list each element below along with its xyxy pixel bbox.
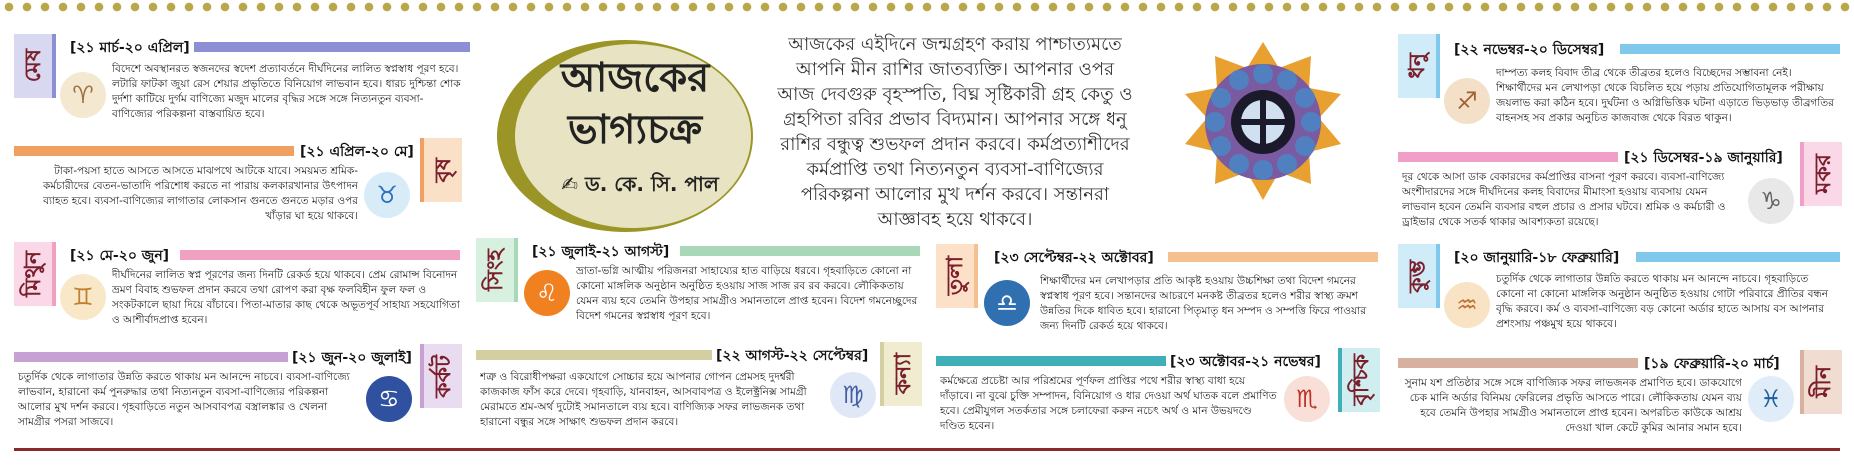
sign-date: [২১ এপ্রিল-২০ মে] [296, 140, 418, 164]
sign-name: তুলা [942, 256, 968, 296]
libra-icon: ♎ [984, 280, 1030, 326]
sign-tab-tula [936, 244, 978, 308]
sign-name: মিথুন [20, 251, 46, 297]
sign-text: দূর থেকে আসা ডাক বেকারদের কর্মপ্রাপ্তির বাসনা পূরণ করবে। ব্যবসা-বাণিজ্যে অংশীদারদের সঙ্গে দীর্ঘদিনের কলহ বিবাদের মীমাংসা হওয়ায় ব্যবসায় যেমন লাভবান হবেন তেমনি ব্যবসার বহুল প্রচার ও প্রসার ঘটবে। শ্রমিক ও কর্মচারী ও ড্রাইভার থেকে সতর্ক থাকার আবশ্যকতা রয়েছে। [1402, 171, 1726, 228]
sign-date: [২০ জানুয়ারি-১৮ ফেব্রুয়ারি] [1450, 246, 1623, 270]
color-bar [1620, 44, 1840, 54]
color-bar [180, 250, 460, 260]
sign-name: বৃশ্চিক [1348, 354, 1374, 406]
sign-text: সুনাম যশ প্রতিষ্ঠার সঙ্গে সঙ্গে বাণিজ্যিক সফর লাভজনক প্রমাণিত হবে। ডাকযোগে চেক মানি অর্ডার বিনিময় ফেরিলের প্রভৃতি আসতে পারে। লৌকিকতায় যেমন ব্যয় হবে তেমনি উপহার সামগ্রীও সমানতালে প্রাপ্ত হবেন। অপরচিত কাউকে আশ্রয় দেওয়া খাল কেটে কুমির আনার সমান হবে। [1404, 377, 1742, 434]
sign-tab-karkat [420, 344, 462, 408]
pisces-icon: ♓ [1748, 376, 1794, 422]
virgo-icon: ♍ [830, 372, 876, 418]
sign-tab-dhanu [1398, 34, 1440, 98]
title-emblem [485, 38, 753, 234]
sign-name: মকর [1810, 154, 1836, 194]
sign-text: বিদেশে অবস্থানরত স্বজনদের স্বদেশ প্রত্যাবর্তনে দীর্ঘদিনের লালিত স্বপ্নস্বাধ পূরণ হবে। লটারি ফাটকা জুয়া রেস শেয়ার প্রভৃতিতে বিনিয়োগ লাভবান হবে। ধারচ দুশ্চিন্তা শোক দুর্দশা কাটিয়ে দুর্গম বাণিজ্যে মজুদ মালের বৃদ্ধির সঙ্গে সঙ্গে নিত্যনতুন ব্যবসা-বাণিজ্যের পরিকল্পনা বাস্তবায়িত হবে। [112, 63, 461, 120]
pen-icon: ✍ [561, 172, 579, 196]
sign-tab-brishchik [1338, 348, 1380, 412]
sign-text: শত্রু ও বিরোধীপক্ষরা একযোগে সোচ্চার হয়ে আপনার গোপন প্রেমসহ দুদর্শ্বরী কাজকাজ ফাঁস করে দেবে। গৃহবাড়ি, যানবাহন, আসবাবপত্র ও ইলেক্ট্রনিক্স সামগ্রী মেরামতে শ্রম-অর্থ দুটোই সমানতালে ব্যয় হবে। বাণিজ্যিক সফর লাভজনক তথা হারানো বন্ধুর সঙ্গে সাক্ষাৎ শুভফল প্রদান করবে। [480, 371, 807, 428]
intro-paragraph: আজকের এইদিনে জন্মগ্রহণ করায় পাশ্চাত্যমতে আপনি মীন রাশির জাতব্যক্তি। আপনার ওপর আজ দেবগুরু বৃহস্পতি, বিঘ্ন সৃষ্টিকারী গ্রহ কেতু ও গ্রহপিতা রবির প্রভাব বিদ্যমান। আপনার সঙ্গে ধনু রাশির বন্ধুত্ব শুভফল প্রদান করবে। কর্মপ্রত্যাশীদের কর্মপ্রাপ্তি তথা নিত্যনতুন ব্যবসা-বাণিজ্যের পরিকল্পনা আলোর মুখ দর্শন করবে। সন্তানরা আজ্ঞাবহ হয়ে থাকবে। [777, 34, 1133, 230]
sign-tab-mithun [14, 242, 56, 306]
color-bar [476, 350, 716, 360]
sign-tab-mesh [14, 34, 56, 98]
sign-tab-brisha [420, 138, 462, 202]
color-bar [14, 352, 294, 362]
sign-name: কুম্ভ [1404, 259, 1430, 293]
aquarius-icon: ♒ [1444, 282, 1490, 328]
aries-icon: ♈ [60, 72, 106, 118]
sign-date: [২৩ সেপ্টেম্বর-২২ অক্টোবর] [990, 246, 1158, 270]
sign-tab-makar [1800, 142, 1842, 206]
color-bar [1168, 252, 1378, 262]
sign-tab-meen [1800, 350, 1842, 414]
sign-name: মীন [1810, 366, 1836, 398]
title-line1: আজকের [560, 54, 710, 101]
color-bar [190, 42, 470, 52]
capricorn-icon: ♑ [1748, 178, 1794, 224]
bottom-divider [14, 448, 1840, 451]
sign-date: [১৯ ফেব্রুয়ারি-২০ মার্চ] [1640, 352, 1784, 376]
sign-date: [২১ মার্চ-২০ এপ্রিল] [66, 36, 194, 60]
color-bar [936, 356, 1166, 366]
sign-date: [২১ জুলাই-২১ আগস্ট] [528, 240, 673, 264]
sign-text: চতুর্দিক থেকে লাগাতার উন্নতি করতে থাকায় মন আনন্দে নাচবে। গৃহবাড়িতে কোনো না কোনো মাঙ্গলিক অনুষ্ঠান অনুষ্ঠিত হওয়ায় গোটা পরিবারে প্রীতির বন্ধন বৃদ্ধি করবে। কর্ম ও ব্যবসা-বাণিজ্যে বড় কোনো অর্ডার হাতে আসায় বস আপনার প্রশংসায় পঞ্চমুখ হয়ে থাকবে। [1496, 273, 1828, 330]
dotted-border-top [0, 0, 1854, 14]
sign-name: কন্যা [890, 353, 916, 395]
taurus-icon: ♉ [364, 172, 410, 218]
zodiac-wheel-image [1183, 42, 1343, 202]
sign-tab-kanya [880, 342, 922, 406]
leo-icon: ♌ [524, 270, 570, 316]
sign-text: ভ্রাতা-ভগ্নি আত্মীয় পরিজনরা সাহায্যের হাত বাড়িয়ে ধরবে। গৃহবাড়িতে কোনো না কোনো মাঙ্গলিক অনুষ্ঠান অনুষ্ঠিত হওয়ায় সাজ সাজ রব রব করবে। লৌকিকতায় যেমন ব্যয় হবে তেমনি উপহার সামগ্রীও সমানতালে প্রাপ্ত হবেন। বিদেশ গমনেচ্ছুদের বিদেশ গমনের স্বপ্নস্বাধ পূরণ হবে। [576, 265, 918, 322]
sign-tab-singha [476, 238, 518, 302]
color-bar [1398, 358, 1638, 368]
sign-name: মেষ [20, 49, 46, 83]
sign-text: দাম্পত্য কলহ বিবাদ তীব্র থেকে তীব্রতর হলেও বিচ্ছেদের সম্ভাবনা নেই। শিক্ষার্থীদের মন লেখাপড়া থেকে বিচলিত হয়ে পড়ায় প্রতিযোগিতামূলক পরীক্ষায় জয়লাভ করা কঠিন হবে। দুর্ঘটনা ও অগ্নিভিত্তিক ঘটনা এড়াতে ভিড়ভাড় তীব্রগতির বাহনসহ সব প্রকার অনুচিত কাজবাজ থেকে বিরত থাকুন। [1496, 67, 1834, 124]
sign-text: কর্মক্ষেত্রে প্রচেষ্টা আর পরিশ্রমের পূর্ণফল প্রাপ্তির পথে শরীর স্বাস্থ্য বাধা হয়ে দাঁড়াবে। না বুঝে চুক্তি সম্পাদন, বিনিয়োগ ও ধার দেওয়া অর্থ ঘাতক বলে প্রমাণিত হবে। প্রেমীযুগল সতর্কতার সঙ্গে চলাফেরা করুন নচেৎ অর্থ ও মান উভয়দণ্ডে দণ্ডিত হবেন। [940, 375, 1277, 432]
cancer-icon: ♋ [366, 376, 412, 422]
color-bar [680, 246, 920, 256]
sign-date: [২১ জুন-২০ জুলাই] [288, 346, 416, 370]
gemini-icon: ♊ [60, 274, 106, 320]
sign-text: চতুর্দিক থেকে লাগাতার উন্নতি করতে থাকায় মন আনন্দে নাচবে। ব্যবসা-বাণিজ্যে লাভবান, হারানো কর্ম পুনরুদ্ধার তথা নিত্যনতুন ব্যবসা-বাণিজ্যের পরিকল্পনা আলোর মুখ দর্শন করবে। গৃহবাড়িতে নতুন আসবাবপত্র বস্ত্রালঙ্কার ও খেলনা সামগ্রীর পসরা সাজবে। [18, 371, 350, 428]
sign-name: ধনু [1404, 53, 1430, 79]
sign-date: [২১ মে-২০ জুন] [66, 244, 173, 268]
author-name: ড. কে. সি. পাল [585, 172, 719, 196]
sign-date: [২২ আগস্ট-২২ সেপ্টেম্বর] [712, 344, 872, 368]
color-bar [1398, 152, 1618, 162]
sign-text: শিক্ষার্থীদের মন লেখাপড়ার প্রতি আকৃষ্ট হওয়ায় উচ্চশিক্ষা তথা বিদেশ গমনের স্বপ্নস্বাধ পূরণ হবে। সন্তানদের আচরণে মনকষ্ট তীব্রতর হলেও শরীর স্বাস্থ্য ক্রমশ উন্নতির দিকে ধাবিত হবে। হারানো পিতৃমাতৃ ধন সম্পদ ও সম্পত্তি ফিরে পাওয়ার জন্য দিনটি রেকর্ড হয়ে থাকবে। [1040, 275, 1366, 332]
sign-date: [২৩ অক্টোবর-২১ নভেম্বর] [1166, 350, 1325, 374]
sign-tab-kumbha [1398, 244, 1440, 308]
sign-name: সিংহ [482, 249, 508, 291]
sign-text: টাকা-পয়সা হাতে আসতে আসতে মাঝপথে আটকে যাবে। সময়মত শ্রমিক-কর্মচারীদের বেতন-ভাতাদি পরিশোধ করতে না পারায় কলকারখানার উৎপাদন ব্যাহত হবে। ব্যবসা-বাণিজ্যের লাগাতার লোকসান গুনতে গুনতে মড়ার ওপর খাঁড়ার ঘা হয়ে থাকবে। [43, 165, 358, 222]
title-line2: ভাগ্যচক্র [567, 106, 703, 153]
color-bar [1636, 252, 1840, 262]
sign-text: দীর্ঘদিনের লালিত স্বপ্ন পূরণের জন্য দিনটি রেকর্ড হয়ে থাকবে। প্রেম রোমান্স বিনোদন ভ্রমণ বিবাহ শুভফল প্রদান করবে তথা রোপণ করা বৃক্ষ ফলবিহীন ফুল ফল ও সংকটকালে ছায়া দিয়ে বাঁচাবে। পিতা-মাতার কাছ থেকে অভূতপূর্ব সাহায্য সহযোগিতা ও আশীর্বাদপ্রাপ্ত হবেন। [112, 269, 460, 326]
sagittarius-icon: ♐ [1444, 78, 1490, 124]
sign-date: [২১ ডিসেম্বর-১৯ জানুয়ারি] [1620, 146, 1787, 170]
scorpio-icon: ♏ [1284, 376, 1330, 422]
sign-name: বৃষ [430, 157, 456, 183]
color-bar [14, 146, 294, 156]
sign-name: কর্কট [430, 354, 456, 398]
sign-date: [২২ নভেম্বর-২০ ডিসেম্বর] [1450, 38, 1608, 62]
